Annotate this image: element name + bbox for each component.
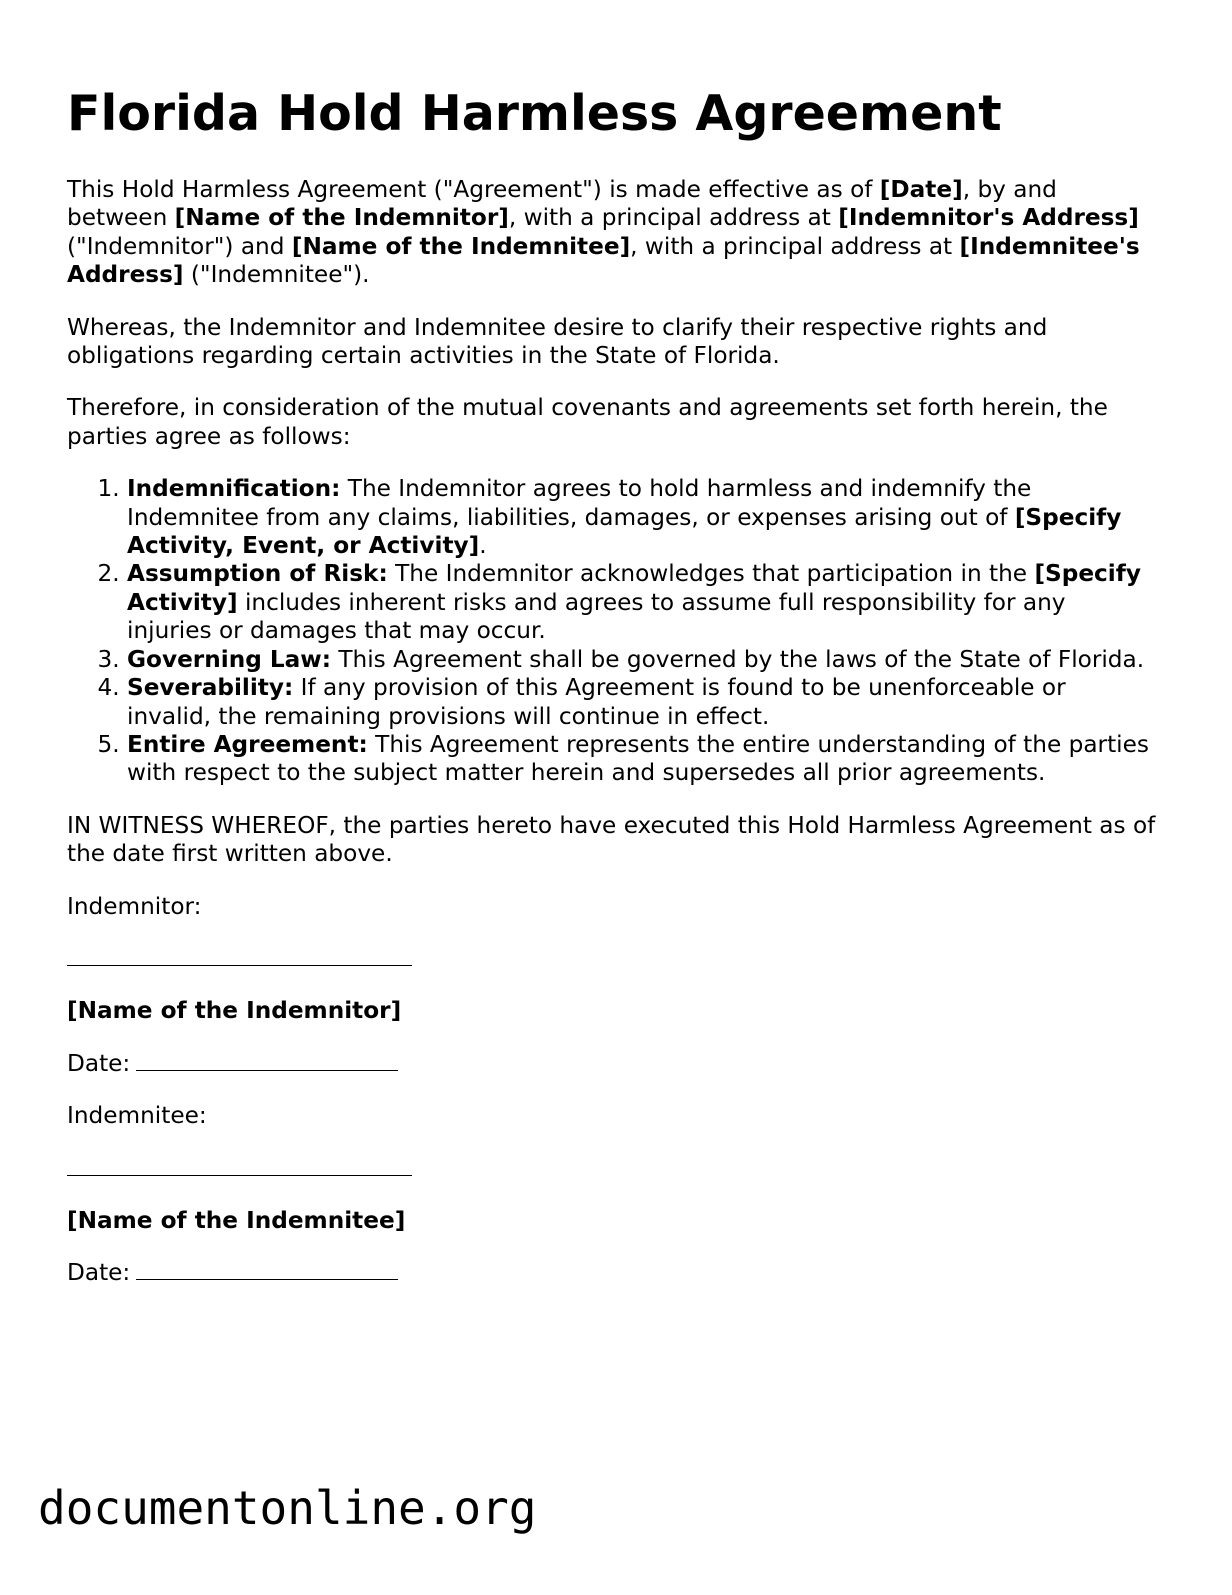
clause-heading: Entire Agreement: (127, 730, 368, 758)
clause-text: The Indemnitor agrees to hold harmless and indemnify the Indemnitee from any claims, liabilities, damages, or expenses arising out of (127, 475, 1032, 531)
clause-item (127, 560, 1157, 645)
indemnitor-label: Indemnitor: (67, 892, 202, 920)
clause-heading: Governing Law: (127, 645, 331, 673)
indemnitor-address-placeholder: [Indemnitor's Address] (838, 204, 1139, 232)
document-body (67, 176, 1157, 1312)
intro-text-5: , with a principal address at (630, 232, 960, 260)
clause-list (67, 475, 1157, 787)
indemnitee-name-row (67, 1207, 1157, 1235)
clause-item (127, 475, 1157, 560)
clause-text: This Agreement shall be governed by the laws of the State of Florida. (331, 645, 1145, 673)
clause-item (127, 731, 1157, 788)
indemnitee-signature-row (67, 1155, 1157, 1183)
witness-paragraph: IN WITNESS WHEREOF, the parties hereto have executed this Hold Harmless Agreement as of the date first written above. (67, 811, 1156, 868)
indemnitee-date-label: Date: (67, 1259, 131, 1287)
indemnitee-date-row (67, 1259, 1157, 1287)
indemnitor-name-placeholder: [Name of the Indemnitor] (174, 204, 509, 232)
indemnitor-signature-line[interactable] (67, 945, 412, 966)
indemnitee-name: [Name of the Indemnitee] (67, 1206, 406, 1234)
intro-paragraph (67, 176, 1157, 290)
therefore-paragraph: Therefore, in consideration of the mutual covenants and agreements set forth herein, the parties agree as follows: (67, 394, 1108, 450)
clause-heading: Assumption of Risk: (127, 560, 388, 588)
indemnitor-date-line[interactable] (136, 1050, 398, 1071)
indemnitor-date-label: Date: (67, 1049, 131, 1077)
indemnitee-signature-line[interactable] (67, 1155, 412, 1176)
clause-text: This Agreement represents the entire understanding of the parties with respect to the subject matter herein and supersedes all prior agreements. (127, 730, 1149, 787)
intro-text-3: , with a principal address at (508, 204, 839, 232)
clause-text: If any provision of this Agreement is found to be unenforceable or invalid, the remaining provisions will continue in effect. (127, 674, 1066, 730)
indemnitee-label: Indemnitee: (67, 1102, 207, 1130)
intro-text-6: ("Indemnitee"). (183, 261, 370, 289)
intro-text-2: , by and between (67, 176, 1057, 232)
indemnitor-date-row (67, 1050, 1157, 1078)
clause-tail: . (479, 532, 487, 560)
clause-text: The Indemnitor acknowledges that participation in the (387, 560, 1035, 588)
indemnitor-signature-row (67, 945, 1157, 973)
whereas-paragraph: Whereas, the Indemnitor and Indemnitee desire to clarify their respective rights and obligations regarding certain activities in the State of Florida. (67, 313, 1048, 370)
clause-placeholder: [Specify Activity, Event, or Activity] (127, 503, 1122, 560)
indemnitee-address-placeholder: [Indemnitee's Address] (67, 232, 1140, 289)
document-title: Florida Hold Harmless Agreement (67, 85, 1002, 142)
clause-tail: includes inherent risks and agrees to assume full responsibility for any injuries or damages that may occur. (127, 588, 1066, 645)
date-placeholder: [Date] (879, 176, 963, 203)
clause-heading: Severability: (127, 674, 294, 702)
indemnitor-name-row (67, 997, 1157, 1025)
indemnitee-name-placeholder: [Name of the Indemnitee] (291, 232, 631, 260)
clause-heading: Indemnification: (127, 475, 341, 503)
indemnitee-date-line[interactable] (136, 1259, 398, 1280)
clause-placeholder: [Specify Activity] (127, 560, 1141, 616)
indemnitor-name: [Name of the Indemnitor] (67, 997, 402, 1025)
clause-item (127, 674, 1157, 731)
intro-text-1: This Hold Harmless Agreement ("Agreement") is made effective as of (67, 176, 880, 203)
intro-text-4: ("Indemnitor") and (67, 232, 292, 260)
site-watermark: documentonline.org (38, 1481, 537, 1535)
clause-item (127, 646, 1157, 674)
